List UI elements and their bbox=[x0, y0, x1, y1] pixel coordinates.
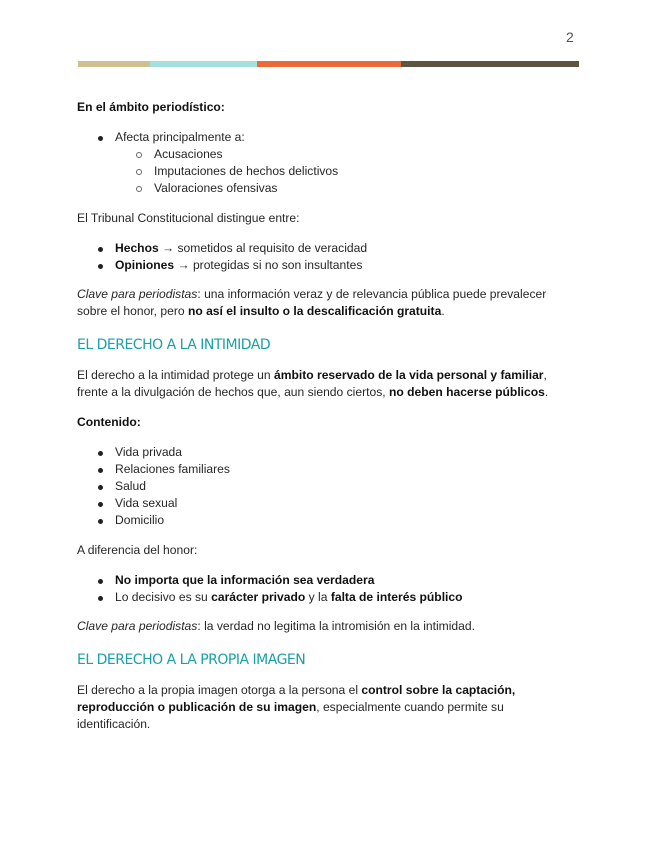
list-item: Salud bbox=[77, 478, 567, 495]
text: . bbox=[544, 385, 549, 399]
contenido-label: Contenido: bbox=[77, 415, 141, 429]
term-hechos-desc: → sometidos al requisito de veracidad bbox=[158, 241, 368, 255]
color-bar-segment-3 bbox=[257, 61, 401, 67]
key-note-label: Clave para periodistas bbox=[77, 619, 198, 633]
list-item bbox=[77, 589, 567, 606]
list-item: Domicilio bbox=[77, 512, 567, 529]
emphasis: carácter privado bbox=[211, 590, 306, 604]
color-bar-segment-2 bbox=[150, 61, 257, 67]
distinction-list bbox=[77, 240, 567, 274]
color-bar-segment-4 bbox=[401, 61, 579, 67]
term-hechos: Hechos bbox=[115, 241, 159, 255]
text: , frente a la divulgación de hechos que, aun siendo ciertos, bbox=[77, 368, 547, 399]
list-item: No importa que la información sea verdadera bbox=[77, 572, 567, 589]
list-item-text: Afecta principalmente a: bbox=[115, 130, 245, 144]
header-color-bar bbox=[78, 61, 579, 67]
heading-derecho-intimidad: EL DERECHO A LA INTIMIDAD bbox=[77, 337, 271, 353]
key-note-text: : una información veraz y de relevancia pública puede prevalecer sobre el honor, pero bbox=[77, 287, 547, 318]
color-bar-segment-1 bbox=[78, 61, 150, 67]
list-item: Vida privada bbox=[77, 444, 567, 461]
key-note-text: : la verdad no legitima la intromisión en la intimidad. bbox=[197, 619, 475, 633]
term-opiniones: Opiniones bbox=[115, 258, 175, 272]
text: , especialmente cuando permite su identificación. bbox=[77, 700, 504, 731]
sublist-item: Valoraciones ofensivas bbox=[77, 180, 567, 197]
emphasis: falta de interés público bbox=[330, 590, 463, 604]
sublist-item: Imputaciones de hechos delictivos bbox=[77, 163, 567, 180]
text: El derecho a la intimidad protege un bbox=[77, 368, 274, 382]
difference-intro: A diferencia del honor: bbox=[77, 543, 198, 557]
key-note-honor bbox=[77, 286, 567, 320]
list-item: Relaciones familiares bbox=[77, 461, 567, 478]
emphasis: control sobre la captación, reproducción o publicación de su imagen bbox=[77, 683, 516, 714]
key-note-intimidad bbox=[77, 618, 567, 635]
key-note-label: Clave para periodistas bbox=[77, 287, 198, 301]
affects-sublist bbox=[77, 146, 567, 197]
sublist-item: Acusaciones bbox=[77, 146, 567, 163]
list-item bbox=[77, 240, 567, 257]
propia-imagen-paragraph bbox=[77, 682, 567, 733]
affects-list bbox=[77, 129, 567, 197]
tc-intro: El Tribunal Constitucional distingue entre: bbox=[77, 211, 300, 225]
emphasis: ámbito reservado de la vida personal y familiar bbox=[273, 368, 544, 382]
text: y la bbox=[305, 590, 331, 604]
contenido-list bbox=[77, 444, 567, 529]
emphasis: no deben hacerse públicos bbox=[388, 385, 545, 399]
list-item: Vida sexual bbox=[77, 495, 567, 512]
term-opiniones-desc: → protegidas si no son insultantes bbox=[174, 258, 363, 272]
page-number: 2 bbox=[566, 29, 575, 45]
intimidad-paragraph bbox=[77, 367, 567, 401]
key-note-emphasis: no así el insulto o la descalificación gratuita bbox=[187, 304, 442, 318]
heading-derecho-propia-imagen: EL DERECHO A LA PROPIA IMAGEN bbox=[77, 652, 306, 668]
text: Lo decisivo es su bbox=[115, 590, 212, 604]
text: El derecho a la propia imagen otorga a la persona el bbox=[77, 683, 362, 697]
section-subtitle-periodistico: En el ámbito periodístico: bbox=[77, 100, 225, 114]
key-note-end: . bbox=[441, 304, 445, 318]
document-body bbox=[77, 99, 567, 733]
list-item bbox=[77, 129, 567, 197]
list-item bbox=[77, 257, 567, 274]
difference-list bbox=[77, 572, 567, 606]
